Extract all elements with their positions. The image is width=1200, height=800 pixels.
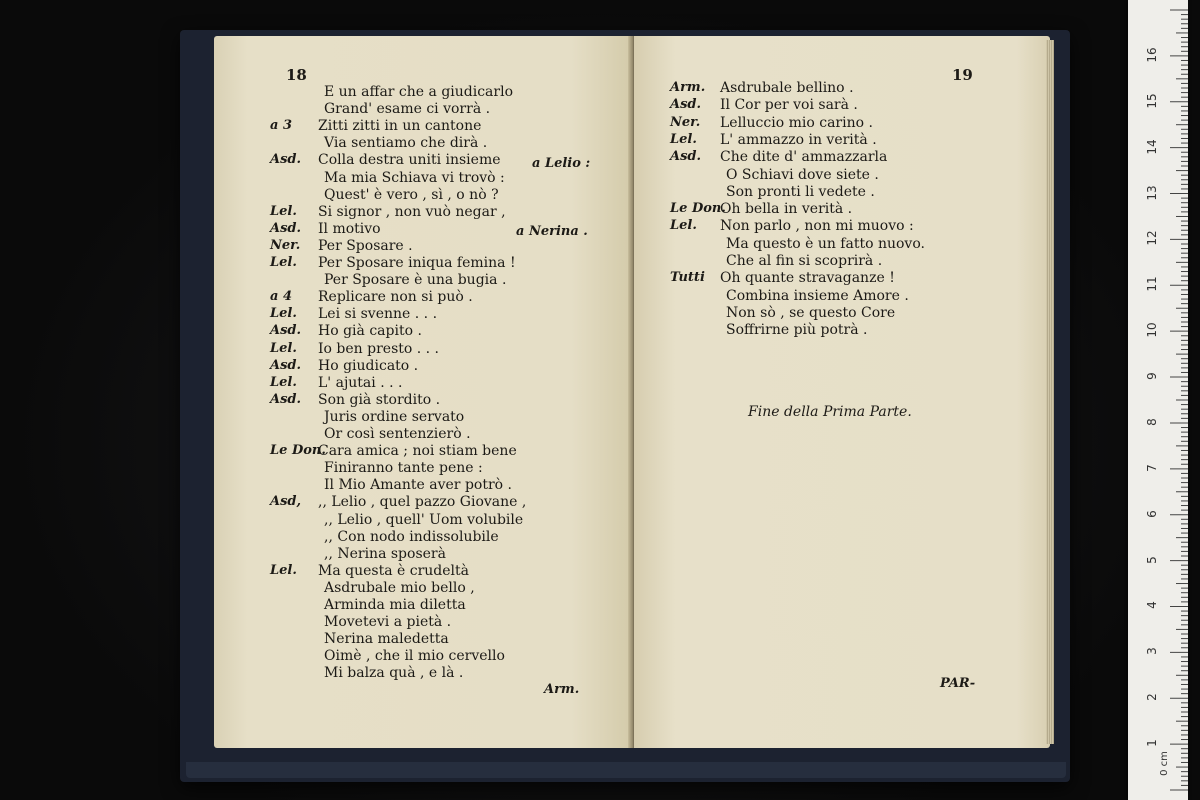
verse-line: Per Sposare iniqua femina !: [318, 255, 516, 271]
verse-line: E un affar che a giudicarlo: [324, 84, 514, 100]
verse-line: Zitti zitti in un cantone: [318, 118, 482, 135]
verse-line: Ma questo è un fatto nuovo.: [726, 235, 925, 252]
catchword-left: Arm.: [544, 682, 580, 697]
speaker-label: Lel.: [670, 131, 697, 147]
ruler-cm-label: 10: [1145, 322, 1159, 338]
ruler-cm-label: 14: [1145, 139, 1159, 155]
right-page: [634, 36, 1050, 748]
speaker-label: Lel.: [670, 218, 697, 234]
page-number-left: 18: [286, 66, 307, 84]
page-number-right: 19: [952, 66, 973, 84]
verse-line: Lei si svenne . . .: [318, 306, 438, 323]
verse-line: Combina insieme Amore .: [726, 287, 909, 304]
ruler-ticks: [1128, 0, 1188, 800]
ruler-cm-label: 13: [1145, 184, 1159, 201]
verse-line: ,, Nerina sposerà: [324, 545, 446, 562]
verse-line: Son già stordito .: [318, 391, 441, 408]
speaker-label: Asd.: [270, 323, 302, 339]
verse-line: Il Mio Amante aver potrò .: [324, 477, 512, 494]
verse-line: Non parlo , non mi muovo :: [720, 218, 914, 235]
verse-line: Arminda mia diletta: [324, 597, 466, 613]
book-cover-edge: [186, 762, 1066, 778]
ruler-cm-label: 5: [1145, 555, 1159, 564]
speaker-label: Lel.: [270, 203, 297, 219]
verse-line: Movetevi a pietà .: [324, 614, 452, 631]
ruler-cm-label: 2: [1145, 693, 1159, 702]
verse-line: Nerina maledetta: [324, 631, 449, 648]
verse-line: Ho giudicato .: [318, 357, 419, 374]
verse-line: Quest' è vero , sì , o nò ?: [324, 186, 499, 203]
verse-line: Juris ordine servato: [324, 408, 465, 425]
verse-line: ,, Con nodo indissolubile: [324, 528, 499, 545]
ruler-cm-label: 3: [1145, 647, 1159, 656]
speaker-label: Asd.: [670, 149, 702, 165]
verse-line: ,, Lelio , quel pazzo Giovane ,: [318, 494, 527, 511]
verse-line: Ma questa è crudeltà: [318, 562, 469, 579]
verse-line: ,, Lelio , quell' Uom volubile: [324, 511, 524, 528]
verse-line: Non sò , se questo Core: [726, 304, 896, 321]
verse-line: Replicare non si può .: [318, 289, 473, 306]
verse-line: Via sentiamo che dirà .: [324, 135, 488, 152]
verse-line: Finiranno tante pene :: [324, 460, 483, 477]
verse-line: Son pronti li vedete .: [726, 183, 875, 200]
speaker-label: Asd,: [270, 494, 302, 510]
speaker-label: Asd.: [270, 391, 302, 407]
speaker-label: Tutti: [670, 270, 705, 286]
speaker-label: a 3: [270, 118, 292, 134]
left-page: [214, 36, 634, 748]
verse-line: Per Sposare .: [318, 237, 413, 254]
verse-line: Per Sposare è una bugia .: [324, 272, 507, 289]
ruler-cm-label: 15: [1145, 93, 1159, 109]
speaker-label: Asd.: [270, 220, 302, 236]
verse-line: Il motivo: [318, 220, 381, 237]
speaker-label: Lel.: [270, 562, 297, 578]
verse-line: Ho già capito .: [318, 323, 422, 340]
verse-line: Ma mia Schiava vi trovò :: [324, 169, 505, 186]
speaker-label: Lel.: [270, 340, 297, 356]
end-of-part-line: Fine della Prima Parte.: [748, 404, 912, 420]
verse-line: Asdrubale bellino .: [720, 80, 854, 96]
stage-direction-a-lelio: a Lelio :: [532, 156, 591, 171]
verse-line: O Schiavi dove siete .: [726, 166, 879, 183]
measuring-ruler: [1128, 0, 1188, 800]
verse-line: L' ajutai . . .: [318, 374, 403, 391]
ruler-cm-label: 8: [1145, 418, 1159, 426]
speaker-label: Lel.: [270, 374, 297, 390]
verse-line: Oh bella in verità .: [720, 201, 853, 218]
ruler-cm-label: 1: [1145, 739, 1159, 747]
verse-line: Cara amica ; noi stiam bene: [318, 443, 517, 460]
verse-line: Grand' esame ci vorrà .: [324, 101, 491, 118]
verse-line: Che dite d' ammazzarla: [720, 149, 888, 166]
verse-line: Io ben presto . . .: [318, 340, 440, 357]
speaker-label: Asd.: [270, 357, 302, 373]
verse-line: Lelluccio mio carino .: [720, 114, 873, 131]
verse-line: Che al fin si scoprirà .: [726, 253, 883, 269]
stage-direction-a-nerina: a Nerina .: [516, 224, 588, 239]
verse-line: Il Cor per voi sarà .: [720, 97, 858, 114]
catchword-right: PAR-: [940, 676, 976, 691]
verse-line: Oh quante stravaganze !: [720, 270, 895, 287]
speaker-label: Lel.: [270, 306, 297, 322]
ruler-cm-label: 16: [1145, 47, 1159, 63]
verse-line: Colla destra uniti insieme: [318, 152, 501, 169]
speaker-label: a 4: [270, 289, 292, 305]
speaker-label: Asd.: [670, 97, 702, 113]
ruler-cm-label: 4: [1145, 601, 1159, 610]
verse-line: Asdrubale mio bello ,: [324, 579, 475, 596]
ruler-cm-label: 12: [1145, 230, 1159, 247]
verse-line: Soffrirne più potrà .: [726, 322, 868, 339]
ruler-cm-label: 7: [1145, 464, 1159, 472]
ruler-unit-label: 0 cm: [1158, 751, 1170, 776]
speaker-label: Ner.: [670, 114, 701, 130]
verse-line: L' ammazzo in verità .: [720, 131, 877, 148]
speaker-label: Lel.: [270, 255, 297, 270]
page-edges: [1046, 40, 1054, 744]
speaker-label: Asd.: [270, 152, 302, 168]
ruler-cm-label: 9: [1145, 372, 1159, 380]
verse-line: Si signor , non vuò negar ,: [318, 203, 506, 220]
speaker-label: Ner.: [270, 237, 301, 253]
verse-line: Or così sentenzierò .: [324, 426, 471, 442]
ruler-cm-label: 6: [1145, 509, 1159, 518]
verse-line: Oimè , che il mio cervello: [324, 648, 505, 665]
speaker-label: Le Don.: [270, 443, 326, 459]
verse-line: Mi balza quà , e là .: [324, 665, 464, 682]
speaker-label: Arm.: [670, 80, 706, 95]
ruler-cm-label: 11: [1145, 276, 1159, 292]
speaker-label: Le Don.: [670, 201, 726, 217]
